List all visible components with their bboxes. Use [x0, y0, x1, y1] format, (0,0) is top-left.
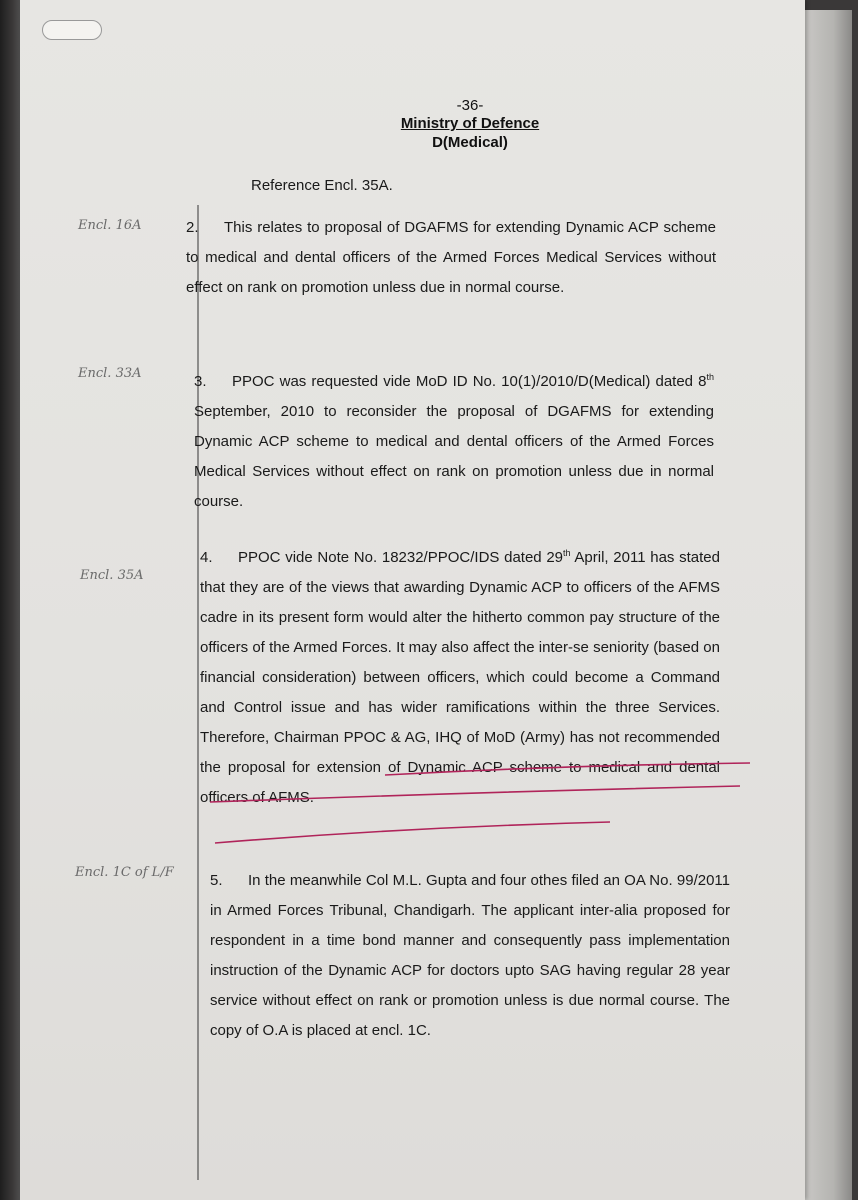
- paragraph-text-start: PPOC was requested vide MoD ID No. 10(1)/2010/D(Medical) dated 8: [232, 373, 707, 390]
- file-pin: [42, 20, 102, 40]
- file-binder-edge: [0, 0, 22, 1200]
- ordinal-suffix: th: [563, 548, 571, 558]
- paragraph-text-end: September, 2010 to reconsider the proposal of DGAFMS for extending Dynamic ACP scheme to medical and dental officers of the Armed Forces Medical Services without effect on rank on promotion unless due in normal course.: [194, 403, 714, 510]
- department-title: D(Medical): [432, 134, 508, 151]
- margin-note-encl-35a: Encl. 35A: [80, 568, 144, 583]
- paragraph-text-end: April, 2011 has stated that they are of the views that awarding Dynamic ACP to officers of the AFMS cadre in its present form would alter the hitherto common pay structure of the officers of the Armed Forces. It may also affect the inter-se seniority (based on financial consideration) between officers, which could become a Command and Control issue and has wider ramifications within the three Services. Therefore, Chairman PPOC & AG, IHQ of MoD (Army) has not recommended the proposal for extension of Dynamic ACP scheme to medical and dental officers of AFMS.: [200, 549, 720, 806]
- margin-rule: [197, 205, 199, 1180]
- paragraph-3: [194, 362, 714, 517]
- margin-note-encl-16a: Encl. 16A: [78, 218, 142, 233]
- paragraph-number: 3.: [194, 373, 207, 390]
- ministry-title: Ministry of Defence: [400, 115, 540, 132]
- paragraph-number: 2.: [186, 219, 199, 236]
- document-header: [350, 97, 590, 152]
- pen-underline-2: [210, 786, 740, 802]
- margin-note-encl-33a: Encl. 33A: [78, 366, 142, 381]
- ordinal-suffix: th: [706, 372, 714, 382]
- paragraph-number: 5.: [210, 872, 223, 889]
- pen-underline-3: [215, 822, 610, 843]
- paragraph-number: 4.: [200, 549, 213, 566]
- pen-underline-1: [385, 763, 750, 775]
- paragraph-text: In the meanwhile Col M.L. Gupta and four othes filed an OA No. 99/2011 in Armed Forces Tribunal, Chandigarh. The applicant inter-alia proposed for respondent in a time bond manner and consequently pass implementation instruction of the Dynamic ACP for doctors upto SAG having regular 28 year service without effect on rank or promotion unless is due normal course. The copy of O.A is placed at encl. 1C.: [210, 872, 730, 1039]
- paragraph-text-start: PPOC vide Note No. 18232/PPOC/IDS dated 29: [238, 549, 564, 566]
- paragraph-5: [210, 866, 730, 1046]
- paragraph-text: This relates to proposal of DGAFMS for extending Dynamic ACP scheme to medical and dental officers of the Armed Forces Medical Services without effect on rank on promotion unless due in normal course.: [186, 219, 716, 296]
- page-number: -36-: [456, 97, 484, 114]
- paragraph-2: [186, 213, 716, 303]
- document-page: [20, 0, 805, 1200]
- reference-line: Reference Encl. 35A.: [251, 177, 393, 194]
- margin-note-encl-1c: Encl. 1C of L/F: [75, 865, 174, 880]
- pen-underline-marks: [210, 755, 750, 850]
